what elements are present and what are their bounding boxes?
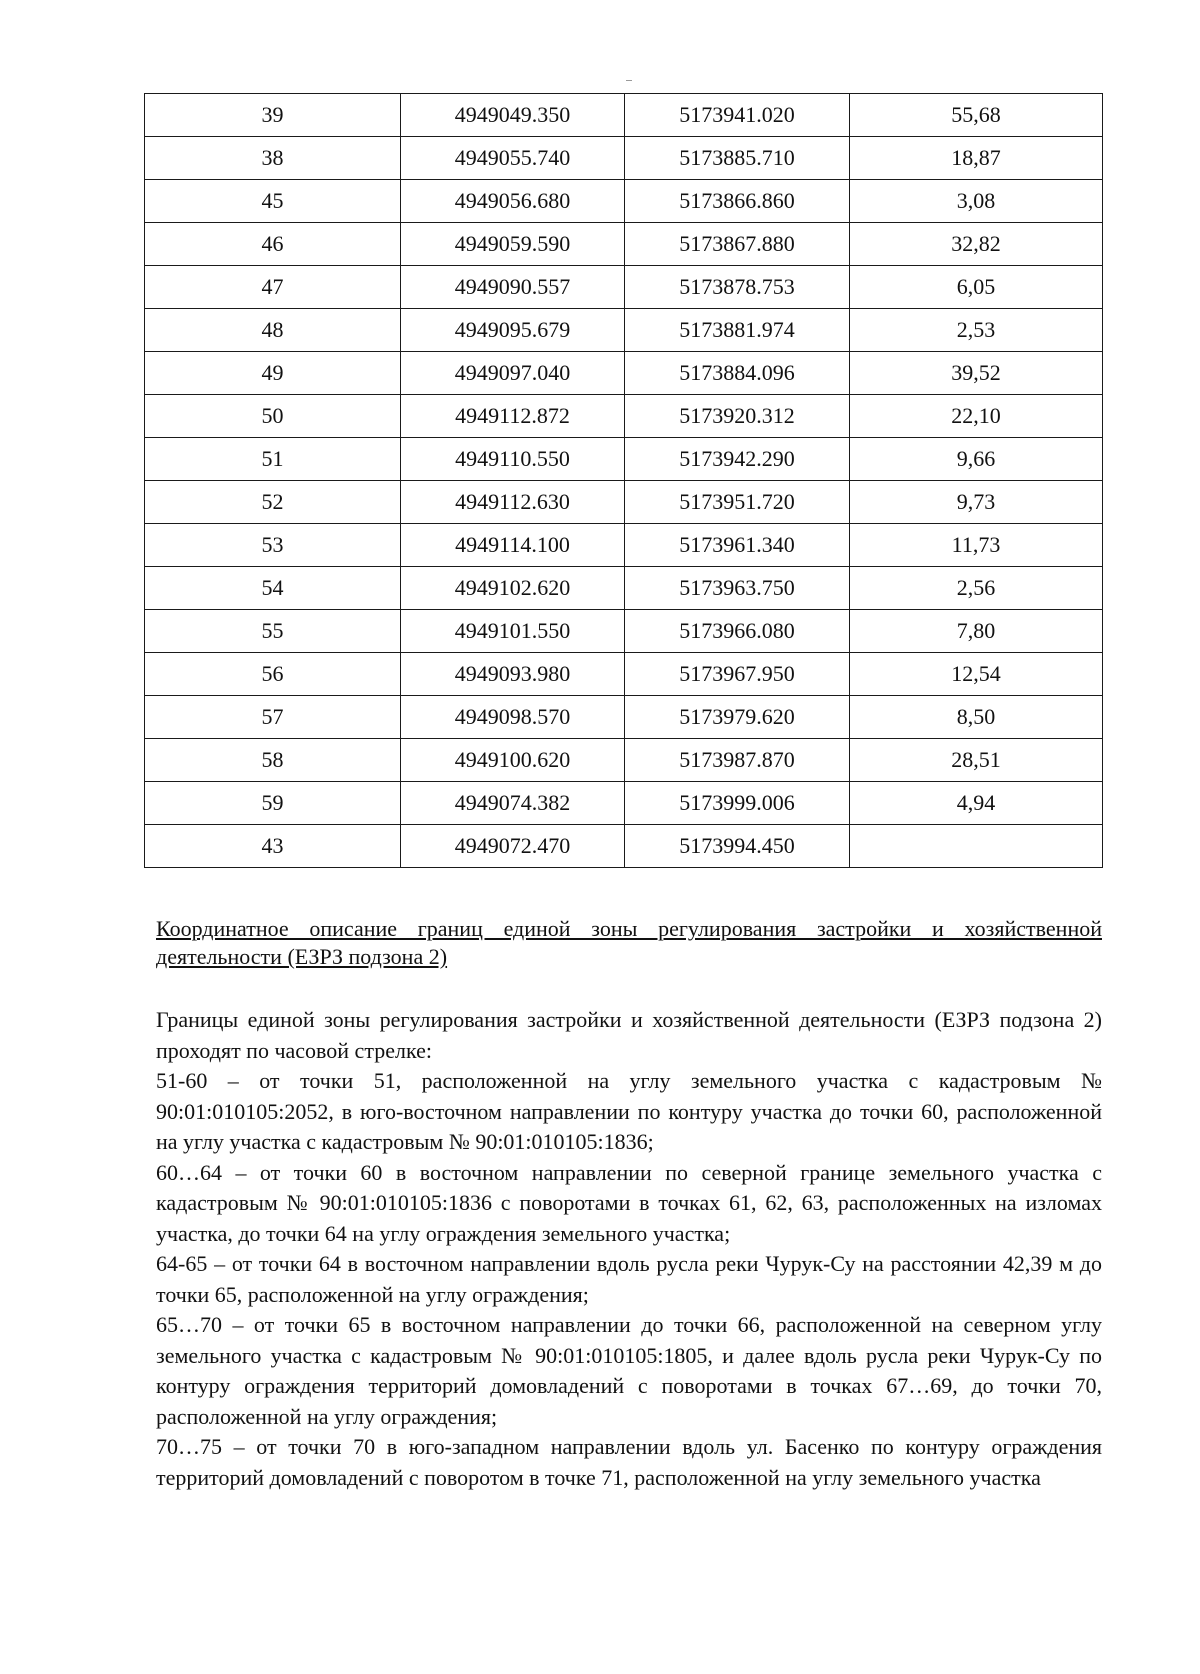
table-row <box>145 438 1103 481</box>
segment-length: 18,87 <box>850 137 1103 180</box>
segment-length: 7,80 <box>850 610 1103 653</box>
point-number: 46 <box>145 223 401 266</box>
segment-length: 39,52 <box>850 352 1103 395</box>
coordinate-x: 4949098.570 <box>401 696 625 739</box>
table-row <box>145 524 1103 567</box>
segment-length: 28,51 <box>850 739 1103 782</box>
table-row <box>145 782 1103 825</box>
coordinate-y: 5173941.020 <box>625 94 850 137</box>
coordinate-y: 5173994.450 <box>625 825 850 868</box>
coordinate-x: 4949114.100 <box>401 524 625 567</box>
point-number: 59 <box>145 782 401 825</box>
table-row <box>145 696 1103 739</box>
table-row <box>145 653 1103 696</box>
point-number: 55 <box>145 610 401 653</box>
coordinate-x: 4949049.350 <box>401 94 625 137</box>
table-row <box>145 481 1103 524</box>
coordinate-x: 4949093.980 <box>401 653 625 696</box>
point-number: 43 <box>145 825 401 868</box>
coordinate-y: 5173967.950 <box>625 653 850 696</box>
coordinate-x: 4949072.470 <box>401 825 625 868</box>
point-number: 51 <box>145 438 401 481</box>
point-number: 52 <box>145 481 401 524</box>
table-row <box>145 395 1103 438</box>
coordinate-y: 5173866.860 <box>625 180 850 223</box>
paragraph: 51-60 – от точки 51, расположенной на углу земельного участка с кадастровым № 90:01:010105:2052, в юго-восточном направлении по контуру участка до точки 60, расположенной на углу участка с кадастровым № 90:01:010105:1836; <box>156 1068 1102 1154</box>
table-row <box>145 309 1103 352</box>
table-row <box>145 739 1103 782</box>
coordinate-x: 4949110.550 <box>401 438 625 481</box>
table-row <box>145 610 1103 653</box>
point-number: 38 <box>145 137 401 180</box>
segment-length: 2,56 <box>850 567 1103 610</box>
coordinate-x: 4949097.040 <box>401 352 625 395</box>
coordinate-x: 4949112.630 <box>401 481 625 524</box>
segment-length: 32,82 <box>850 223 1103 266</box>
table-row <box>145 223 1103 266</box>
coordinate-x: 4949101.550 <box>401 610 625 653</box>
point-number: 58 <box>145 739 401 782</box>
table-row <box>145 825 1103 868</box>
table-row <box>145 352 1103 395</box>
coordinate-x: 4949059.590 <box>401 223 625 266</box>
point-number: 39 <box>145 94 401 137</box>
coordinate-y: 5173867.880 <box>625 223 850 266</box>
segment-length: 9,73 <box>850 481 1103 524</box>
section-heading: Координатное описание границ единой зоны регулирования застройки и хозяйственной деятельности (ЕЗРЗ подзона 2) <box>156 916 1102 969</box>
coordinate-y: 5173920.312 <box>625 395 850 438</box>
segment-length: 2,53 <box>850 309 1103 352</box>
coordinate-y: 5173987.870 <box>625 739 850 782</box>
coordinate-x: 4949090.557 <box>401 266 625 309</box>
segment-length: 8,50 <box>850 696 1103 739</box>
coordinate-y: 5173885.710 <box>625 137 850 180</box>
paragraph: 60…64 – от точки 60 в восточном направлении по северной границе земельного участка с кадастровым № 90:01:010105:1836 с поворотами в точках 61, 62, 63, расположенных на изломах участка, до точки 64 на углу ограждения земельного участка; <box>156 1159 1102 1246</box>
point-number: 56 <box>145 653 401 696</box>
point-number: 53 <box>145 524 401 567</box>
point-number: 48 <box>145 309 401 352</box>
coordinate-x: 4949056.680 <box>401 180 625 223</box>
segment-length: 11,73 <box>850 524 1103 567</box>
point-number: 57 <box>145 696 401 739</box>
segment-length: 9,66 <box>850 438 1103 481</box>
point-number: 49 <box>145 352 401 395</box>
segment-length: 6,05 <box>850 266 1103 309</box>
coordinate-y: 5173979.620 <box>625 696 850 739</box>
segment-length <box>850 825 1103 868</box>
coordinate-y: 5173884.096 <box>625 352 850 395</box>
coordinate-y: 5173966.080 <box>625 610 850 653</box>
coordinate-x: 4949112.872 <box>401 395 625 438</box>
paragraph: 65…70 – от точки 65 в восточном направлении до точки 66, расположенной на северном углу земельного участка с кадастровым № 90:01:010105:1805, и далее вдоль русла реки Чурук-Су по контуру ограждения территорий домовладений с поворотами в точках 67…69, до точки 70, расположенной на углу ограждения; <box>156 1312 1102 1429</box>
coordinate-y: 5173942.290 <box>625 438 850 481</box>
coordinate-y: 5173878.753 <box>625 266 850 309</box>
table-row <box>145 266 1103 309</box>
table-row <box>145 567 1103 610</box>
coordinate-x: 4949055.740 <box>401 137 625 180</box>
page-mark <box>626 80 632 81</box>
segment-length: 12,54 <box>850 653 1103 696</box>
point-number: 50 <box>145 395 401 438</box>
coordinate-x: 4949102.620 <box>401 567 625 610</box>
body-text <box>156 1005 1102 1493</box>
coordinate-y: 5173951.720 <box>625 481 850 524</box>
coordinate-y: 5173999.006 <box>625 782 850 825</box>
segment-length: 4,94 <box>850 782 1103 825</box>
coordinates-table <box>144 93 1103 868</box>
point-number: 45 <box>145 180 401 223</box>
point-number: 54 <box>145 567 401 610</box>
coordinate-x: 4949095.679 <box>401 309 625 352</box>
coordinate-x: 4949100.620 <box>401 739 625 782</box>
coordinate-y: 5173963.750 <box>625 567 850 610</box>
segment-length: 3,08 <box>850 180 1103 223</box>
coordinate-x: 4949074.382 <box>401 782 625 825</box>
paragraph: 70…75 – от точки 70 в юго-западном направлении вдоль ул. Басенко по контуру ограждения территорий домовладений с поворотом в точке 71, расположенной на углу земельного участка <box>156 1434 1102 1490</box>
table-row <box>145 137 1103 180</box>
table-row <box>145 94 1103 137</box>
segment-length: 22,10 <box>850 395 1103 438</box>
coordinate-y: 5173881.974 <box>625 309 850 352</box>
point-number: 47 <box>145 266 401 309</box>
paragraph: Границы единой зоны регулирования застройки и хозяйственной деятельности (ЕЗРЗ подзона 2) проходят по часовой стрелке: <box>156 1007 1102 1063</box>
paragraph: 64-65 – от точки 64 в восточном направлении вдоль русла реки Чурук-Су на расстоянии 42,39 м до точки 65, расположенной на углу ограждения; <box>156 1251 1102 1307</box>
coordinate-y: 5173961.340 <box>625 524 850 567</box>
table-row <box>145 180 1103 223</box>
segment-length: 55,68 <box>850 94 1103 137</box>
